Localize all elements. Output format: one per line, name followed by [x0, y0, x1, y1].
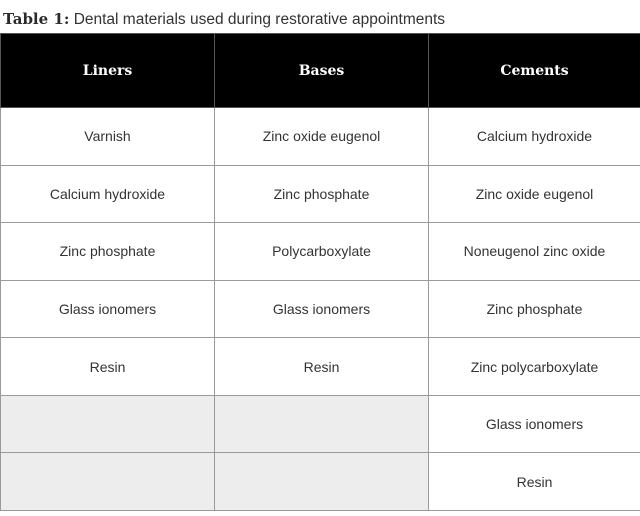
table-row	[1, 108, 640, 166]
table-cell-cement: Zinc polycarboxylate	[429, 338, 640, 396]
table-cell-liner: Resin	[1, 338, 215, 396]
table-cell-liner: Glass ionomers	[1, 280, 215, 338]
table-caption-text: Dental materials used during restorative appointments	[73, 11, 446, 28]
table-cell-cement: Glass ionomers	[429, 395, 640, 453]
table-row	[1, 223, 640, 281]
table-cell-base: Resin	[215, 338, 429, 396]
table-cell-liner: Zinc phosphate	[1, 223, 215, 281]
table-cell-liner: Calcium hydroxide	[1, 165, 215, 223]
column-header-liners: Liners	[1, 34, 215, 108]
table-cell-cement: Resin	[429, 453, 640, 511]
table-cell-cement: Zinc oxide eugenol	[429, 165, 640, 223]
table-cell-liner: Varnish	[1, 108, 215, 166]
table-cell-empty	[1, 453, 215, 511]
column-header-bases: Bases	[215, 34, 429, 108]
table-cell-cement: Noneugenol zinc oxide	[429, 223, 640, 281]
table-caption-label: Table 1:	[3, 10, 70, 28]
column-header-cements: Cements	[429, 34, 640, 108]
table-cell-base: Zinc phosphate	[215, 165, 429, 223]
table-cell-empty	[215, 453, 429, 511]
table-cell-base: Zinc oxide eugenol	[215, 108, 429, 166]
table-row	[1, 453, 640, 511]
table-cell-base: Glass ionomers	[215, 280, 429, 338]
table-cell-cement: Calcium hydroxide	[429, 108, 640, 166]
table-cell-empty	[1, 395, 215, 453]
table-row	[1, 280, 640, 338]
table-row	[1, 395, 640, 453]
table-cell-cement: Zinc phosphate	[429, 280, 640, 338]
table-row	[1, 165, 640, 223]
table-cell-base: Polycarboxylate	[215, 223, 429, 281]
table-row	[1, 338, 640, 396]
table-caption	[3, 8, 637, 30]
dental-materials-table	[0, 33, 640, 511]
table-cell-empty	[215, 395, 429, 453]
table-header-row	[1, 34, 640, 108]
